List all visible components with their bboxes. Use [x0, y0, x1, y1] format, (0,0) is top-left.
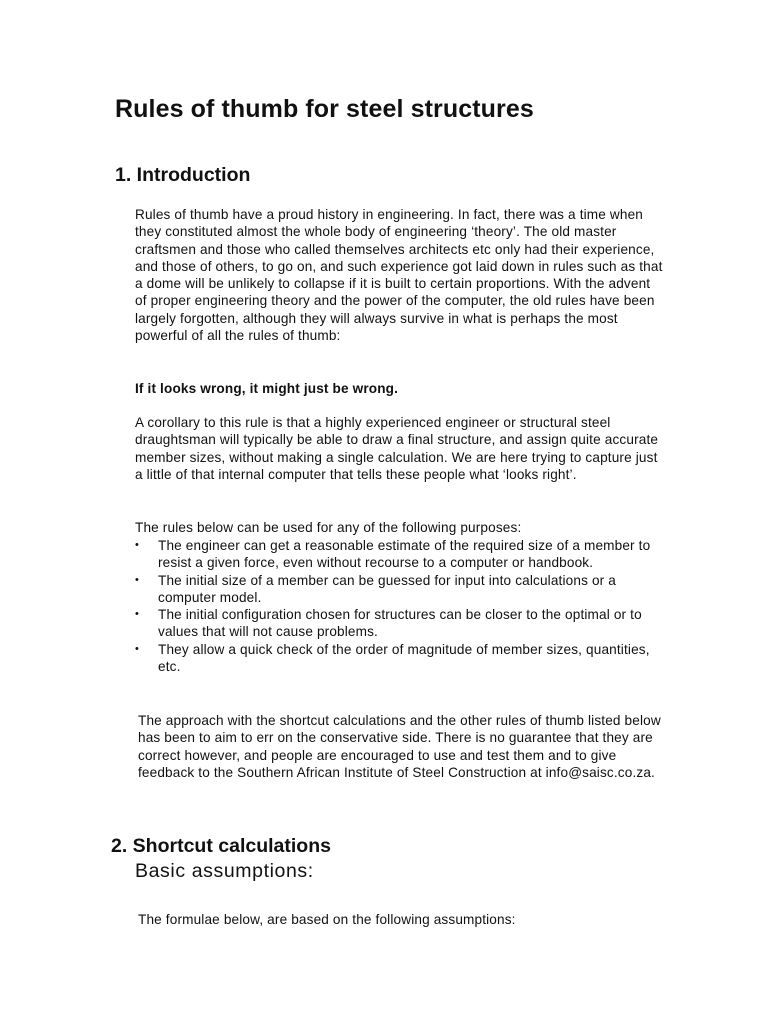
section-heading-introduction: 1. Introduction: [115, 164, 251, 186]
bullet-icon: •: [135, 608, 140, 621]
list-item-text: They allow a quick check of the order of magnitude of member sizes, quantities, etc.: [158, 641, 650, 675]
list-item-text: The initial configuration chosen for structures can be closer to the optimal or to values that will not cause problems.: [158, 607, 642, 640]
list-item: [135, 641, 665, 676]
assumptions-intro-paragraph: The formulae below, are based on the following assumptions:: [138, 912, 516, 927]
intro-paragraph-3: The rules below can be used for any of the following purposes:: [135, 520, 522, 535]
document-title: Rules of thumb for steel structures: [115, 95, 534, 123]
section-heading-shortcut-calculations: 2. Shortcut calculations: [111, 835, 331, 857]
purposes-list: [135, 537, 665, 675]
list-item: [135, 606, 665, 641]
intro-paragraph-1: Rules of thumb have a proud history in engineering. In fact, there was a time when they constituted almost the whole body of engineering ‘theory’. The old master craftsmen and those who called themselves architects etc only had their experience, and those of others, to go on, and such experience got laid down in rules such as that a dome will be unlikely to collapse if it is built to certain proportions. With the advent of proper engineering theory and the power of the computer, the old rules have been largely forgotten, although they will always survive in what is perhaps the most powerful of all the rules of thumb:: [135, 207, 663, 344]
intro-closing-paragraph: The approach with the shortcut calculations and the other rules of thumb listed below has been to aim to err on the conservative side. There is no guarantee that they are correct however, and people are encouraged to use and test them and to give feedback to the Southern African Institute of Steel Construction at info@saisc.co.za.: [138, 713, 661, 780]
intro-paragraph-2: A corollary to this rule is that a highly experienced engineer or structural steel draughtsman will typically be able to draw a final structure, and assign quite accurate member sizes, without making a single calculation. We are here trying to capture just a little of that internal computer that tells these people what ‘looks right’.: [135, 415, 659, 482]
subheading-basic-assumptions: Basic assumptions:: [135, 860, 314, 882]
list-item: [135, 572, 665, 607]
bullet-icon: •: [135, 539, 140, 551]
intro-emphasis-rule: If it looks wrong, it might just be wrong.: [135, 381, 399, 396]
list-item-text: The initial size of a member can be guessed for input into calculations or a computer model.: [158, 572, 616, 605]
list-item-text: The engineer can get a reasonable estimate of the required size of a member to resist a given force, even without recourse to a computer or handbook.: [158, 538, 651, 571]
bullet-icon: •: [135, 642, 140, 655]
list-item: [135, 537, 665, 572]
bullet-icon: •: [135, 573, 140, 586]
